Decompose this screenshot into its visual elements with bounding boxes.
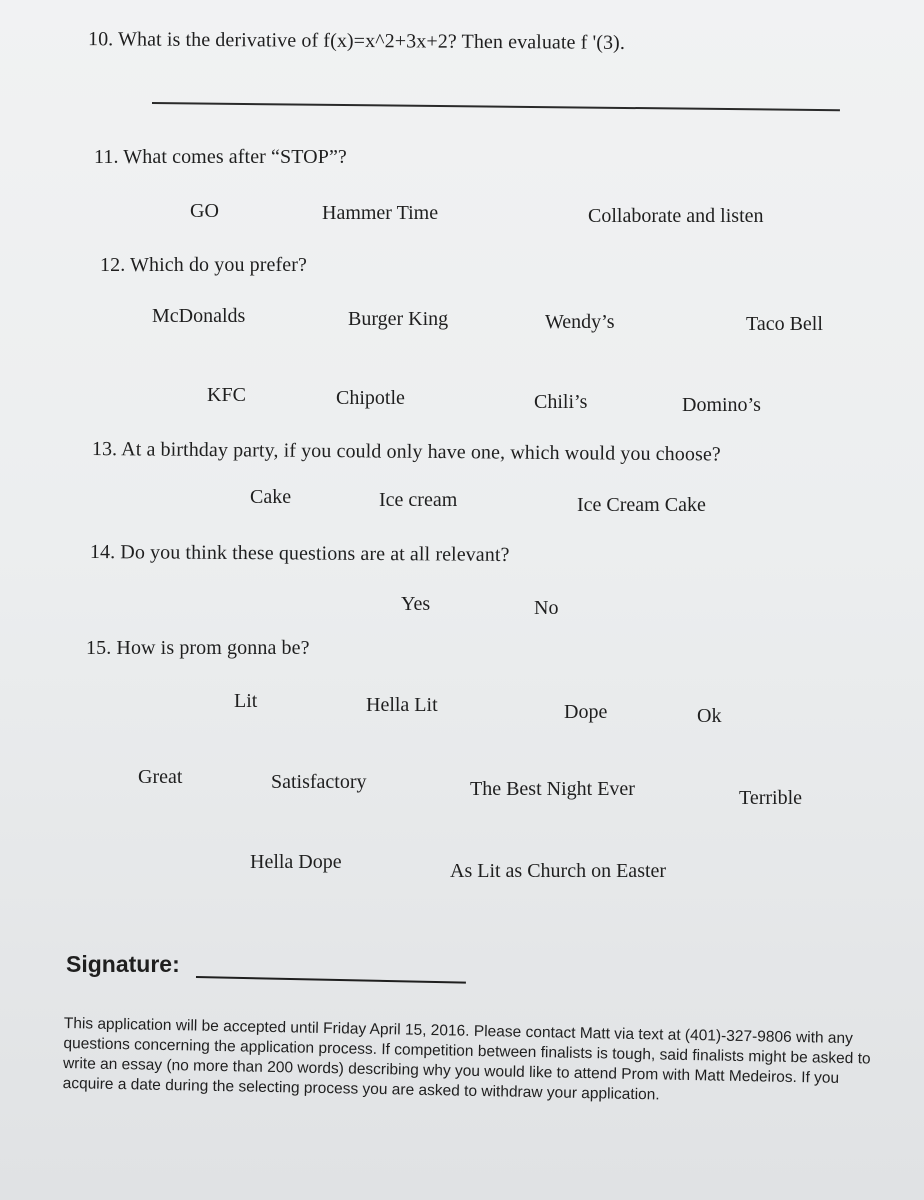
option-satisfactory: Satisfactory [271,771,367,793]
option-no: No [534,597,559,619]
question-12: 12. Which do you prefer? [100,254,307,276]
option-mcdonalds: McDonalds [152,305,246,327]
option-yes: Yes [401,593,431,615]
option-ice-cream-cake: Ice Cream Cake [577,494,706,516]
question-13: 13. At a birthday party, if you could only have one, which would you choose? [91,438,721,466]
option-wendys: Wendy’s [545,311,615,333]
option-chipotle: Chipotle [336,387,405,409]
option-go: GO [190,200,219,222]
option-kfc: KFC [207,384,246,406]
signature-line [196,976,466,984]
option-cake: Cake [250,486,292,508]
option-ice-cream: Ice cream [379,489,458,511]
option-chilis: Chili’s [534,391,588,413]
option-hella-dope: Hella Dope [250,851,342,873]
option-collaborate-and-listen: Collaborate and listen [588,205,764,227]
answer-line [152,102,840,111]
option-terrible: Terrible [739,787,803,809]
signature-label: Signature: [66,951,180,977]
option-as-lit-as-church-on-easter: As Lit as Church on Easter [450,860,667,882]
option-taco-bell: Taco Bell [746,313,823,335]
question-15: 15. How is prom gonna be? [86,637,310,659]
option-lit: Lit [234,690,258,712]
question-11: 11. What comes after “STOP”? [94,146,347,168]
option-burger-king: Burger King [348,308,449,330]
option-hammer-time: Hammer Time [322,202,439,224]
question-10: 10. What is the derivative of f(x)=x^2+3x+2? Then evaluate f '(3). [87,28,626,54]
option-great: Great [138,766,183,788]
option-dope: Dope [564,701,608,723]
footer-paragraph: This application will be accepted until Friday April 15, 2016. Please contact Matt via text at (401)-327-9806 with any questions concerning the application process. If competition between finalists is tough, said finalists might be asked to write an essay (no more than 200 words) describing why you would like to attend Prom with Matt Medeiros. If you acquire a date during the selecting process you are asked to withdraw your application. [62,1014,871,1104]
option-dominos: Domino’s [682,394,761,416]
option-hella-lit: Hella Lit [366,694,438,716]
option-the-best-night-ever: The Best Night Ever [470,778,635,800]
option-ok: Ok [697,705,722,727]
question-14: 14. Do you think these questions are at all relevant? [89,541,510,566]
